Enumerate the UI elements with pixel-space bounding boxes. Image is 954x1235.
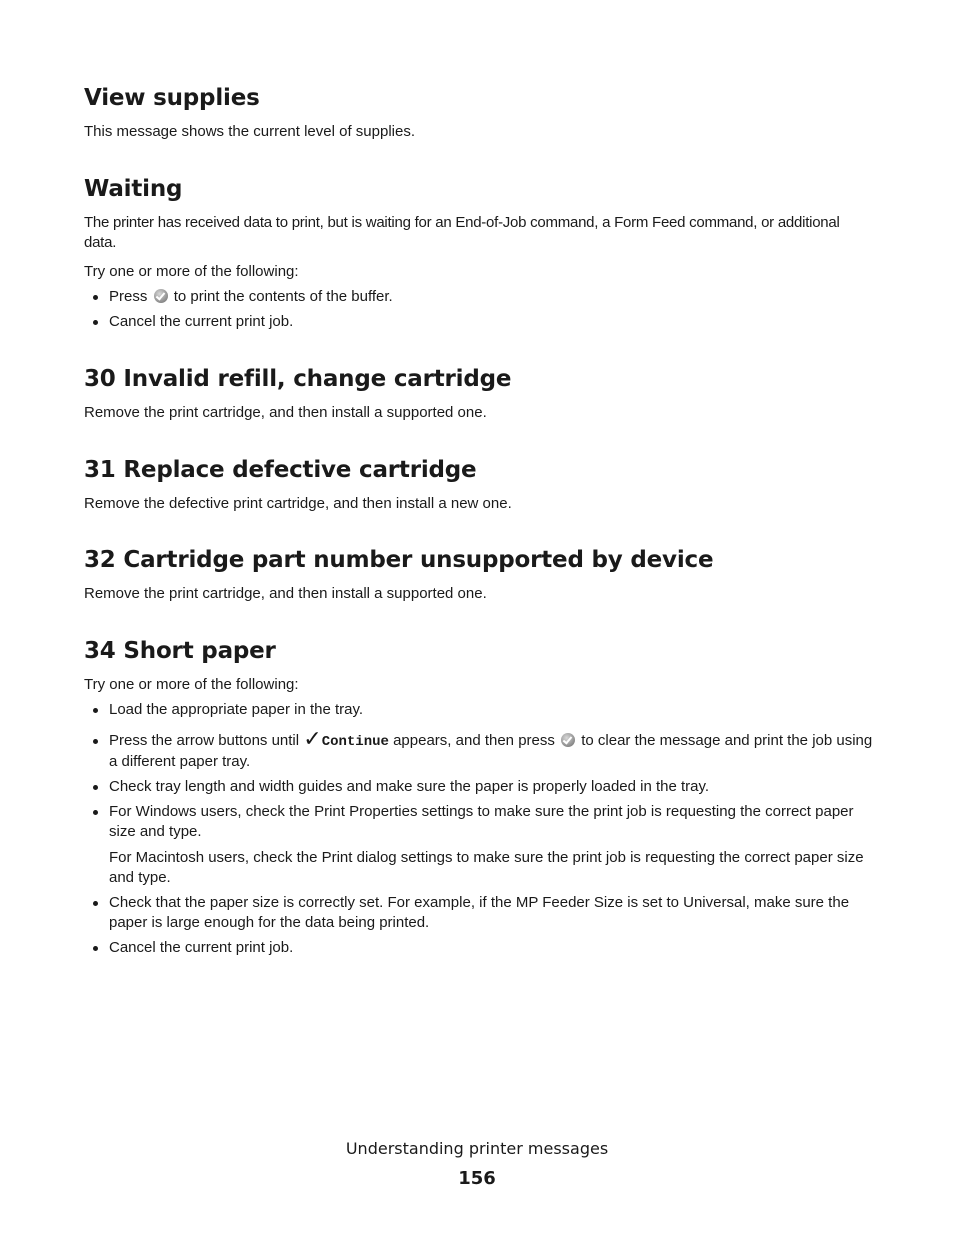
- heading-31-replace-defective: 31 Replace defective cartridge: [84, 457, 477, 483]
- checkmark-circle-icon: [154, 289, 168, 303]
- page-number: 156: [458, 1168, 496, 1189]
- paragraph: Try one or more of the following:: [84, 263, 299, 280]
- heading-30-invalid-refill: 30 Invalid refill, change cartridge: [84, 366, 512, 392]
- list-item: Cancel the current print job.: [84, 938, 874, 958]
- section-31-replace-defective: [84, 455, 874, 514]
- list-item: For Windows users, check the Print Properties settings to make sure the print job is requesting the correct paper size and type.: [84, 802, 874, 842]
- heading-32-unsupported: 32 Cartridge part number unsupported by device: [84, 547, 714, 573]
- footer-chapter-title: Understanding printer messages: [345, 1139, 609, 1158]
- section-waiting: [84, 174, 874, 332]
- section-34-short-paper: [84, 636, 874, 958]
- list-item: Cancel the current print job.: [84, 312, 874, 332]
- heading-view-supplies: View supplies: [84, 85, 260, 111]
- list-item-continuation: For Macintosh users, check the Print dialog settings to make sure the print job is requesting the correct paper size and type.: [109, 849, 864, 886]
- paragraph: Remove the print cartridge, and then install a supported one.: [84, 585, 487, 602]
- list-item: [84, 727, 874, 772]
- section-30-invalid-refill: [84, 364, 874, 423]
- heading-34-short-paper: 34 Short paper: [84, 638, 276, 664]
- bullet-list: [84, 287, 874, 332]
- checkmark-circle-icon: [561, 733, 575, 747]
- paragraph: Try one or more of the following:: [84, 676, 299, 693]
- paragraph: The printer has received data to print, but is waiting for an End-of-Job command, a Form Feed command, or additional data.: [84, 214, 840, 251]
- list-item: Check that the paper size is correctly set. For example, if the MP Feeder Size is set to Universal, make sure the paper is large enough for the data being printed.: [84, 893, 874, 933]
- paragraph: Remove the defective print cartridge, and then install a new one.: [84, 495, 512, 512]
- paragraph: Remove the print cartridge, and then install a supported one.: [84, 404, 487, 421]
- section-32-unsupported: [84, 545, 874, 604]
- list-item: Check tray length and width guides and make sure the paper is properly loaded in the tray.: [84, 777, 874, 797]
- text: to print the contents of the buffer.: [173, 288, 393, 305]
- paragraph: This message shows the current level of supplies.: [84, 123, 415, 140]
- list-item: Load the appropriate paper in the tray.: [84, 700, 874, 720]
- code-continue: Continue: [321, 734, 389, 750]
- text: appears, and then press: [393, 732, 555, 749]
- section-view-supplies: [84, 83, 874, 142]
- text: to clear the message and print the job using a different paper tray.: [109, 732, 873, 770]
- heading-waiting: Waiting: [84, 176, 183, 202]
- bullet-list: [84, 700, 874, 958]
- text: Press: [109, 288, 148, 305]
- check-mark-icon: ✓: [303, 727, 322, 752]
- list-item: [84, 287, 874, 307]
- text: Press the arrow buttons until: [109, 732, 300, 749]
